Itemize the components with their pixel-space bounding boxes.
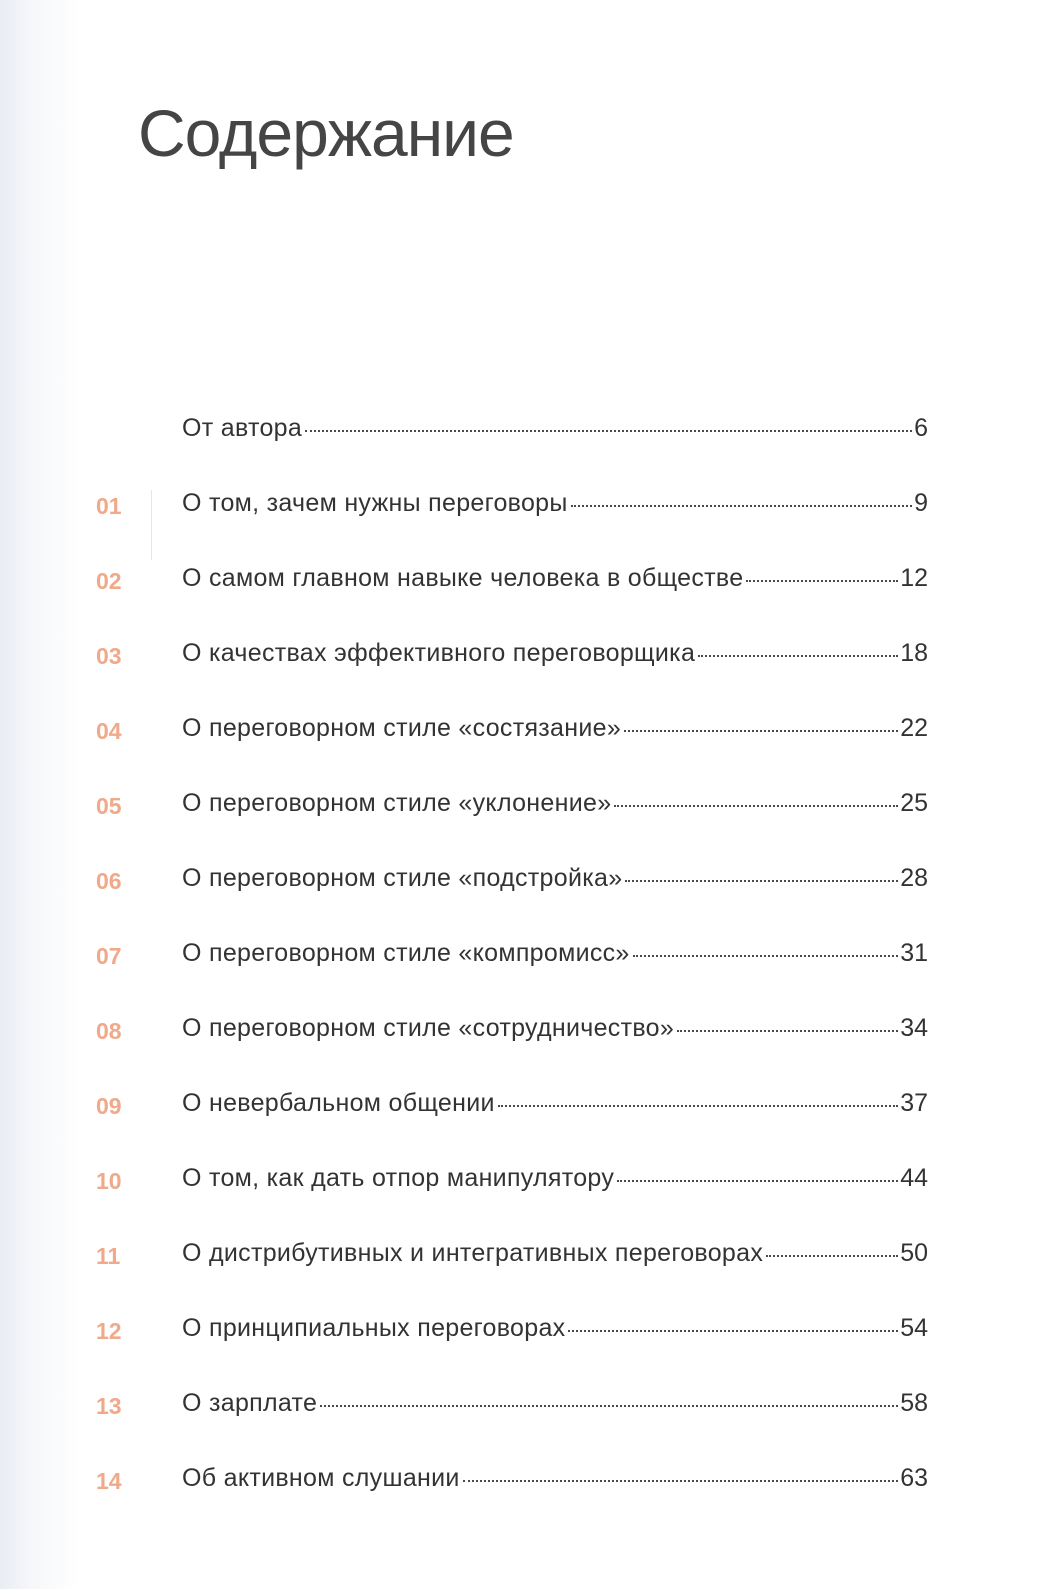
dot-leader <box>633 955 899 957</box>
chapter-title: От автора <box>182 414 303 442</box>
page-number: 6 <box>914 414 928 442</box>
dot-leader <box>305 430 912 432</box>
chapter-number: 12 <box>96 1318 122 1344</box>
dot-leader <box>463 1480 899 1482</box>
dot-leader <box>617 1180 898 1182</box>
chapter-number: 08 <box>96 1018 122 1044</box>
toc-row[interactable] <box>0 1314 1049 1354</box>
page-number: 58 <box>900 1389 928 1417</box>
dot-leader <box>746 580 898 582</box>
chapter-number: 03 <box>96 643 122 669</box>
chapter-title: О качествах эффективного переговорщика <box>182 639 696 667</box>
dot-leader <box>498 1105 898 1107</box>
toc-row[interactable] <box>0 789 1049 829</box>
dot-leader <box>625 880 898 882</box>
chapter-number: 09 <box>96 1093 122 1119</box>
dot-leader <box>568 1330 898 1332</box>
chapter-number: 04 <box>96 718 122 744</box>
toc-entry <box>182 1164 928 1193</box>
toc-row[interactable] <box>0 1089 1049 1129</box>
page-number: 22 <box>900 714 928 742</box>
page-number: 44 <box>900 1164 928 1192</box>
toc-row[interactable] <box>0 1239 1049 1279</box>
chapter-title: О дистрибутивных и интегративных переговорах <box>182 1239 764 1267</box>
toc-entry <box>182 1089 928 1118</box>
chapter-title: О том, зачем нужны переговоры <box>182 489 568 517</box>
toc-entry <box>182 639 928 668</box>
chapter-number: 11 <box>96 1243 121 1269</box>
chapter-number: 07 <box>96 943 122 969</box>
chapter-title: Об активном слушании <box>182 1464 460 1492</box>
toc-row[interactable] <box>0 489 1049 529</box>
toc-entry <box>182 564 928 593</box>
toc-entry <box>182 714 928 743</box>
chapter-title: О зарплате <box>182 1389 318 1417</box>
toc-entry <box>182 1239 928 1268</box>
chapter-number: 13 <box>96 1393 122 1419</box>
toc-entry <box>182 789 928 818</box>
toc-row[interactable] <box>0 939 1049 979</box>
chapter-title: О переговорном стиле «сотрудничество» <box>182 1014 675 1042</box>
toc-row[interactable] <box>0 1464 1049 1504</box>
page-number: 31 <box>900 939 928 967</box>
toc-row[interactable] <box>0 1014 1049 1054</box>
page-number: 28 <box>900 864 928 892</box>
page-number: 25 <box>900 789 928 817</box>
toc-entry <box>182 864 928 893</box>
toc-row[interactable] <box>0 639 1049 679</box>
dot-leader <box>571 505 912 507</box>
toc-entry <box>182 1389 928 1418</box>
toc-entry <box>182 939 928 968</box>
dot-leader <box>677 1030 898 1032</box>
chapter-number: 01 <box>96 493 122 519</box>
toc-row[interactable] <box>0 414 1049 454</box>
dot-leader <box>614 805 898 807</box>
dot-leader <box>624 730 898 732</box>
toc-entry <box>182 1314 928 1343</box>
toc-row[interactable] <box>0 1389 1049 1429</box>
toc-entry <box>182 414 928 443</box>
chapter-title: О переговорном стиле «состязание» <box>182 714 622 742</box>
page-number: 63 <box>900 1464 928 1492</box>
chapter-title: О невербальном общении <box>182 1089 495 1117</box>
dot-leader <box>698 655 898 657</box>
page-number: 12 <box>900 564 928 592</box>
page-number: 18 <box>900 639 928 667</box>
toc-entry <box>182 1464 928 1493</box>
chapter-title: О переговорном стиле «подстройка» <box>182 864 623 892</box>
toc-entry <box>182 1014 928 1043</box>
chapter-title: О переговорном стиле «компромисс» <box>182 939 630 967</box>
chapter-number: 05 <box>96 793 122 819</box>
chapter-title: О самом главном навыке человека в обществе <box>182 564 744 592</box>
toc-row[interactable] <box>0 1164 1049 1204</box>
chapter-title: О том, как дать отпор манипулятору <box>182 1164 615 1192</box>
toc-row[interactable] <box>0 564 1049 604</box>
chapter-number: 10 <box>96 1168 122 1194</box>
toc-entry <box>182 489 928 518</box>
chapter-title: О принципиальных переговорах <box>182 1314 566 1342</box>
chapter-number: 06 <box>96 868 122 894</box>
chapter-number: 02 <box>96 568 122 594</box>
page-number: 50 <box>900 1239 928 1267</box>
toc-row[interactable] <box>0 714 1049 754</box>
page-number: 9 <box>914 489 928 517</box>
chapter-number: 14 <box>96 1468 122 1494</box>
dot-leader <box>766 1255 898 1257</box>
page-title: Содержание <box>138 96 514 170</box>
page-number: 37 <box>900 1089 928 1117</box>
dot-leader <box>320 1405 898 1407</box>
toc-row[interactable] <box>0 864 1049 904</box>
page-number: 34 <box>900 1014 928 1042</box>
page-number: 54 <box>900 1314 928 1342</box>
chapter-title: О переговорном стиле «уклонение» <box>182 789 612 817</box>
